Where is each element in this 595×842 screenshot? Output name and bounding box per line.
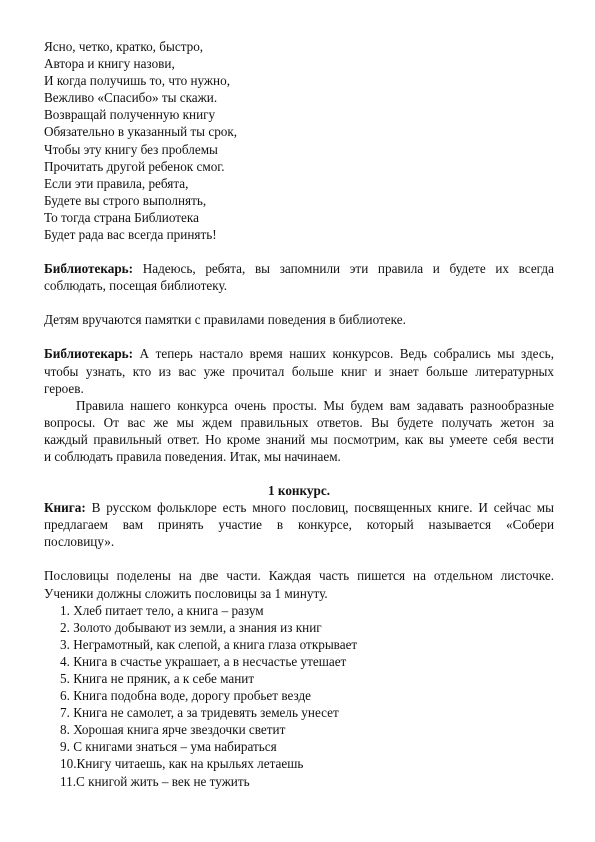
poem-line: То тогда страна Библиотека (44, 209, 199, 225)
document-page (44, 38, 554, 790)
list-item: 2. Золото добывают из земли, а знания из книг (60, 619, 322, 635)
stage-direction: Детям вручаются памятки с правилами поведения в библиотеке. (44, 312, 406, 328)
poem-line: И когда получишь то, что нужно, (44, 73, 230, 89)
poem-line: Прочитать другой ребенок смог. (44, 158, 225, 174)
poem-line: Будете вы строго выполнять, (44, 192, 207, 208)
paragraph-text: вопросы. От вас же мы ждем правильных ответов. Вы будете получать жетон за (44, 414, 554, 430)
poem-line: Обязательно в указанный ты срок, (44, 124, 238, 140)
list-item: 10.Книгу читаешь, как на крыльях летаешь (60, 756, 304, 772)
speaker-label: Книга: (44, 500, 86, 516)
librarian-paragraph-2 (44, 345, 554, 396)
poem-line: Будет рада вас всегда принять! (44, 227, 217, 243)
paragraph-text: Ученики должны сложить пословицы за 1 минуту. (44, 585, 328, 601)
paragraph-text: Пословицы поделены на две части. Каждая часть пишется на отдельном листочке. (44, 568, 554, 584)
book-paragraph (44, 499, 554, 550)
list-item: 11.С книгой жить – век не тужить (60, 773, 250, 789)
speaker-label: Библиотекарь: (44, 261, 134, 277)
list-item: 7. Книга не самолет, а за тридевять земель унесет (60, 705, 339, 721)
poem-line: Вежливо «Спасибо» ты скажи. (44, 90, 218, 106)
paragraph-text: героев. (44, 380, 84, 396)
contest-heading: 1 конкурс. (268, 483, 330, 499)
paragraph-text: Правила нашего конкурса очень просты. Мы будем вам задавать разнообразные (76, 397, 554, 413)
list-item: 9. С книгами знаться – ума набираться (60, 739, 277, 755)
list-item: 5. Книга не пряник, а к себе манит (60, 671, 255, 686)
proverb-list (44, 602, 554, 790)
list-item: 4. Книга в счастье украшает, а в несчастье утешает (60, 653, 347, 669)
paragraph-text: предлагаем вам принять участие в конкурсе, который называется «Собери (44, 517, 554, 533)
list-item: 6. Книга подобна воде, дорогу пробьет везде (60, 688, 312, 704)
paragraph-text: А теперь настало время наших конкурсов. Ведь собрались мы здесь, (133, 346, 554, 362)
paragraph-text: соблюдать, посещая библиотеку. (44, 278, 228, 294)
paragraph-text: каждый правильный ответ. Но кроме знаний мы посмотрим, как вы умеете себя вести (44, 431, 554, 447)
librarian-paragraph-1 (44, 260, 554, 294)
poem (44, 38, 554, 243)
poem-line: Автора и книгу назови, (44, 56, 175, 72)
paragraph-text: пословицу». (44, 534, 115, 550)
poem-line: Возвращай полученную книгу (44, 107, 216, 123)
poem-line: Если эти правила, ребята, (44, 175, 189, 191)
instructions-paragraph (44, 567, 554, 601)
paragraph-text: В русском фольклоре есть много пословиц, посвященных книге. И сейчас мы (85, 500, 554, 516)
list-item: 8. Хорошая книга ярче звездочки светит (60, 722, 286, 738)
list-item: 1. Хлеб питает тело, а книга – разум (60, 602, 264, 618)
rules-paragraph (44, 397, 554, 465)
paragraph-text: и соблюдать правила поведения. Итак, мы начинаем. (44, 448, 341, 464)
paragraph-text: Надеюсь, ребята, вы запомнили эти правила и будете их всегда (133, 261, 554, 277)
paragraph-text: чтобы узнать, кто из вас уже прочитал больше книг и знает больше литературных (44, 363, 554, 379)
list-item: 3. Неграмотный, как слепой, а книга глаза открывает (60, 636, 358, 652)
speaker-label: Библиотекарь: (44, 346, 134, 362)
poem-line: Чтобы эту книгу без проблемы (44, 141, 218, 157)
poem-line: Ясно, четко, кратко, быстро, (44, 39, 204, 54)
